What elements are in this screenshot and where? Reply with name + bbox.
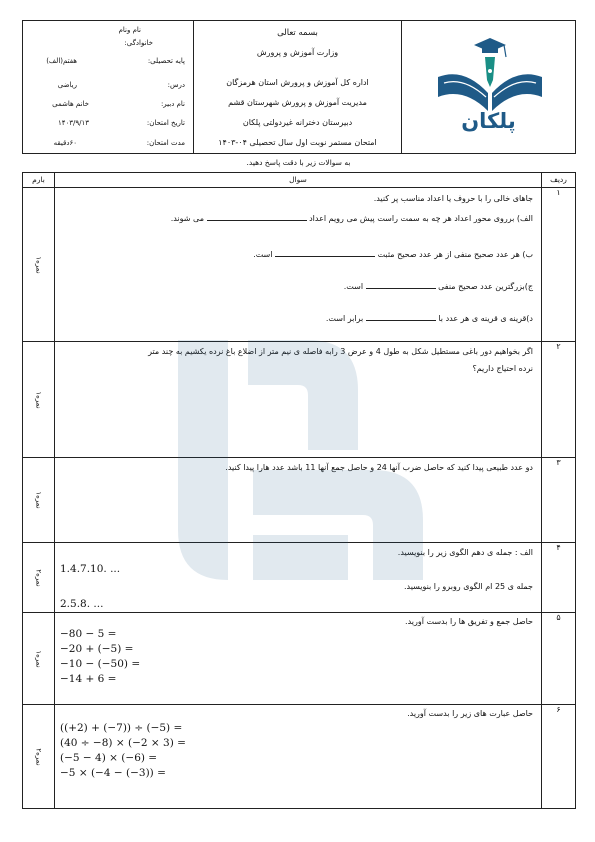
exam-title: امتحان مستمر نوبت اول سال تحصیلی ۰۴-۱۴۰۳ [218,138,377,147]
info-label-duration: مدت امتحان: [146,139,185,147]
question-number: ۳ [542,458,576,543]
question-body [55,458,542,543]
question-body [55,342,542,458]
school-name: دبیرستان دخترانه غیردولتی پلکان [242,118,353,127]
question-number: ۵ [542,613,576,705]
city-office: مدیریت آموزش و پرورش شهرستان قشم [228,98,367,107]
question-body [55,705,542,809]
info-label-family: خانوادگی: [124,39,153,47]
question-body [55,543,542,613]
question-text: جاهای خالی را با حروف یا اعداد مناسب پر کنید. [373,194,533,203]
table-header-row [23,173,576,188]
question-text: الف : جمله ی دهم الگوی زیر را بنویسید. [397,548,533,557]
basmala: بسمه تعالی [277,28,318,38]
question-text: ج)بزرگترین عدد صحیح منفی است. [343,282,533,291]
question-text: الف) برروی محور اعداد هر چه به سمت راست پیش می رویم اعداد می شوند. [170,214,533,223]
answer-blank[interactable] [366,288,436,289]
question-row-4 [23,543,576,613]
question-text: اگر بخواهیم دور باغی مستطیل شکل به طول 4 و عرض 3 رابه فاصله ی نیم متر از اضلاع باغ نرده یکشیم به چند متر [148,347,533,356]
math-expression: −5 × (−4 − (−3)) = [60,767,166,779]
question-score: ۱نمره [23,613,55,705]
question-number: ۱ [542,188,576,342]
answer-blank[interactable] [207,220,307,221]
questions-table [22,172,576,809]
ministry-name: وزارت آموزش و پرورش [256,48,339,57]
question-body [55,188,542,342]
exam-header [22,20,576,154]
answer-blank[interactable] [366,320,436,321]
column-header-row: ردیف [542,173,576,188]
question-score: ۲نمره [23,705,55,809]
question-text: نرده احتیاج داریم؟ [472,364,533,373]
info-label-subject: درس: [167,81,185,89]
math-expression: (−5 − 4) × (−6) = [60,752,158,764]
exam-instruction: به سوالات زیر با دقت پاسخ دهید. [246,158,351,167]
math-expression: −80 − 5 = [60,628,117,640]
question-text: ب) هر عدد صحیح منفی از هر عدد صحیح مثبت است. [253,250,533,259]
question-score: ۲نمره [23,543,55,613]
question-row-6 [23,705,576,809]
column-header-score: بارم [23,173,55,188]
question-row-3 [23,458,576,543]
info-value-grade: هفتم(الف) [46,57,77,65]
info-value-teacher: خانم هاشمی [52,100,89,108]
question-text: د)قرینه ی قرینه ی هر عدد با برابر است. [325,314,533,323]
sequence-pattern: 1.4.7.10. ... [60,563,121,575]
question-row-2 [23,342,576,458]
question-body [55,613,542,705]
info-label-date: تاریخ امتحان: [146,119,185,127]
student-info-box [23,21,194,154]
question-number: ۲ [542,342,576,458]
question-score: ۱نمره [23,188,55,342]
info-value-subject: ریاضی [57,81,77,89]
school-title-box [194,21,402,154]
question-text: دو عدد طبیعی پیدا کنید که حاصل ضرب آنها 24 و حاصل جمع آنها 11 باشد عدد هارا پیدا کنید. [225,463,533,472]
question-row-5 [23,613,576,705]
math-expression: −14 + 6 = [60,673,117,685]
province-office: اداره کل آموزش و پرورش استان هرمزگان [226,78,369,87]
info-value-duration: ۶۰دقیقه [53,139,77,147]
info-label-grade: پایه تحصیلی: [147,57,185,65]
logo-text: پلکان [461,109,516,133]
math-expression: −10 − (−50) = [60,658,141,670]
logo-box [402,21,576,154]
column-header-question: سوال [55,173,542,188]
question-text: جمله ی 25 ام الگوی روبرو را بنویسید. [403,582,533,591]
sequence-pattern: 2.5.8. ... [60,598,104,610]
info-value-date: ۱۴۰۳/۹/۱۳ [57,119,89,127]
question-number: ۶ [542,705,576,809]
math-expression: ((+2) + (−7)) ÷ (−5) = [60,722,183,734]
math-expression: −20 + (−5) = [60,643,134,655]
question-number: ۴ [542,543,576,613]
question-row-1 [23,188,576,342]
question-text: حاصل عبارت های زیر را بدست آورید. [407,709,533,718]
info-label-teacher: نام دبیر: [160,100,185,108]
math-expression: (40 ÷ −8) × (−2 × 3) = [60,737,186,749]
answer-blank[interactable] [275,256,375,257]
question-score: ۱نمره [23,458,55,543]
info-label-name: نام ونام [118,26,141,34]
question-score: ۱نمره [23,342,55,458]
question-text: حاصل جمع و تفریق ها را بدست آورید. [405,617,533,626]
